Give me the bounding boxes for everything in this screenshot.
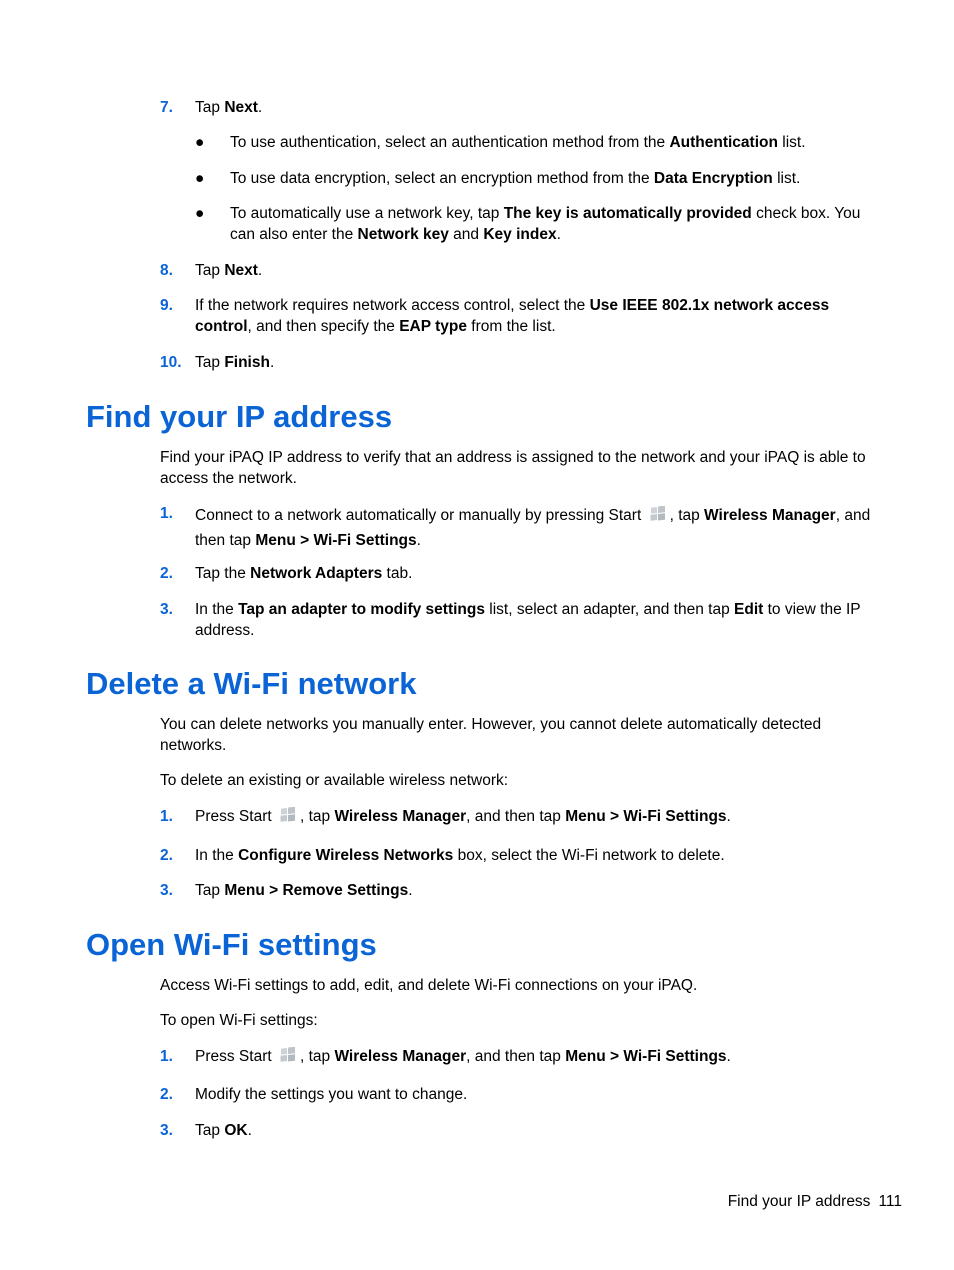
page-footer <box>728 1191 902 1212</box>
section-lead: To open Wi-Fi settings: <box>160 1012 318 1029</box>
section-intro: Access Wi-Fi settings to add, edit, and delete Wi-Fi connections on your iPAQ. <box>160 977 698 994</box>
footer-section-title: Find your IP address <box>727 1193 871 1210</box>
step-number: 3. <box>160 601 173 618</box>
page-number: 111 <box>878 1193 902 1210</box>
step-text: Tap OK. <box>195 1122 252 1139</box>
step-text: If the network requires network access control, select the Use IEEE 802.1x network access control, and then specify the EAP type from the list. <box>195 297 830 335</box>
bullet-icon: ● <box>195 205 205 222</box>
step-number: 2. <box>160 565 173 582</box>
step-number: 9. <box>160 297 173 314</box>
step-number: 1. <box>160 808 173 825</box>
windows-start-icon <box>648 506 668 524</box>
step-text: In the Tap an adapter to modify settings list, select an adapter, and then tap Edit to view the IP address. <box>195 601 861 639</box>
heading-delete-wifi-network: Delete a Wi-Fi network <box>86 666 417 701</box>
step-text: Tap Finish. <box>195 354 275 371</box>
bullet-text: To use authentication, select an authentication method from the Authentication list. <box>230 134 806 151</box>
windows-start-icon <box>278 807 298 825</box>
step-number: 1. <box>160 505 173 522</box>
step-text: Press Start , tap Wireless Manager, and then tap Menu > Wi-Fi Settings. <box>195 1048 731 1065</box>
step-number: 2. <box>160 847 173 864</box>
heading-find-ip-address: Find your IP address <box>86 399 393 434</box>
bullet-text: To use data encryption, select an encryption method from the Data Encryption list. <box>230 170 801 187</box>
section-intro: You can delete networks you manually enter. However, you cannot delete automatically detected networks. <box>160 716 822 754</box>
step-text: Modify the settings you want to change. <box>195 1086 468 1103</box>
step-text: In the Configure Wireless Networks box, select the Wi-Fi network to delete. <box>195 847 725 864</box>
heading-open-wifi-settings: Open Wi-Fi settings <box>86 927 377 962</box>
step-text: Connect to a network automatically or manually by pressing Start , tap Wireless Manager, and then tap Menu > Wi-Fi Settings. <box>195 507 871 549</box>
step-number: 1. <box>160 1048 173 1065</box>
step-number: 10. <box>160 354 182 371</box>
step-number: 8. <box>160 262 173 279</box>
section-lead: To delete an existing or available wireless network: <box>160 772 509 789</box>
bullet-icon: ● <box>195 134 205 151</box>
step-text: Tap the Network Adapters tab. <box>195 565 413 582</box>
step-text: Tap Menu > Remove Settings. <box>195 882 413 899</box>
bullet-text: To automatically use a network key, tap The key is automatically provided check box. You can also enter the Network key and Key index. <box>230 205 861 243</box>
step-number: 3. <box>160 882 173 899</box>
step-text: Tap Next. <box>195 262 263 279</box>
bullet-icon: ● <box>195 170 205 187</box>
step-number: 2. <box>160 1086 173 1103</box>
step-number: 7. <box>160 99 173 116</box>
step-text: Tap Next. <box>195 99 263 116</box>
section-intro: Find your iPAQ IP address to verify that an address is assigned to the network and your iPAQ is able to access the network. <box>160 449 866 487</box>
step-text: Press Start , tap Wireless Manager, and then tap Menu > Wi-Fi Settings. <box>195 808 731 825</box>
windows-start-icon <box>278 1047 298 1065</box>
step-number: 3. <box>160 1122 173 1139</box>
